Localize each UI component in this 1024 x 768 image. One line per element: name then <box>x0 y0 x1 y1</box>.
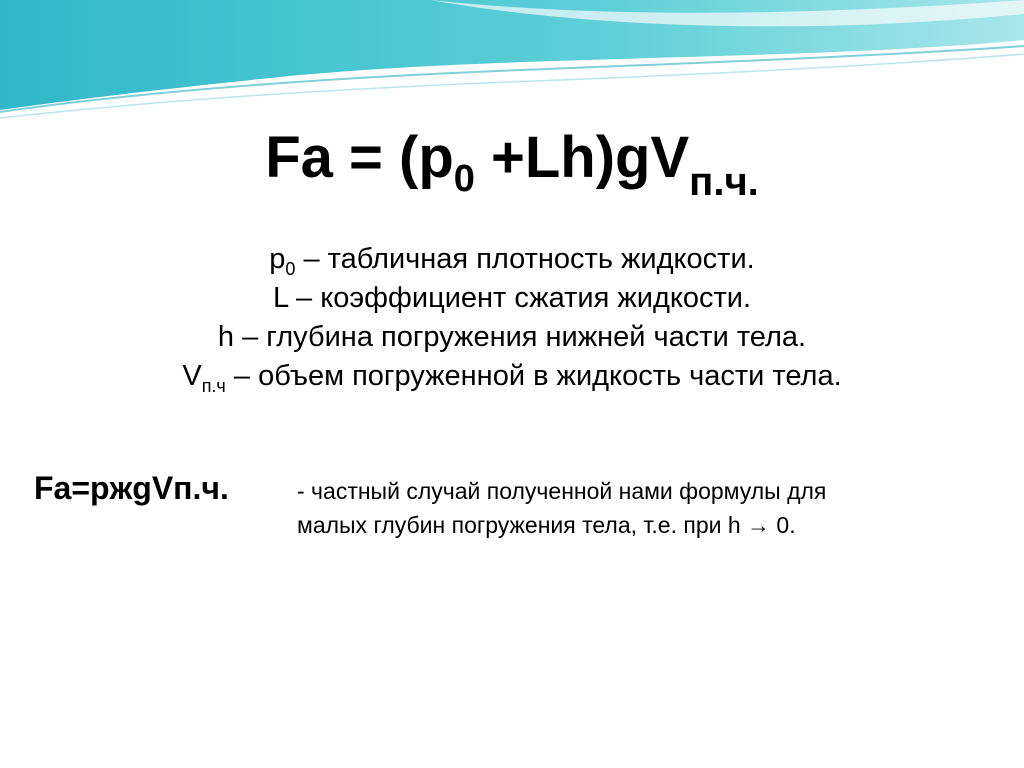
header-wave-decoration <box>0 0 1024 130</box>
definition-v: $V_{п.ч}$ – объем погруженной в жидкость части тела. <box>182 360 842 396</box>
definition-l: L – коэффициент сжатия жидкости. <box>272 282 752 314</box>
formula-lhs: Fa = (p <box>265 125 454 190</box>
formula-v-subscript: п.ч. <box>689 160 759 204</box>
formula-middle: +Lh)gV <box>474 125 690 190</box>
main-formula <box>0 118 1024 204</box>
definitions-list <box>0 240 1024 396</box>
definition-h: h – глубина погружения нижней части тела. <box>217 321 807 353</box>
special-case-formula: Fa=pжgVп.ч. <box>34 470 229 506</box>
definition-rho: $p_0$ – табличная плотность жидкости. <box>269 243 755 279</box>
special-case-note: - частный случай полученной нами формулы для малых глубин погружения тела, т.е. при h → 0. <box>297 478 827 538</box>
formula-rho-subscript: 0 <box>453 158 475 200</box>
